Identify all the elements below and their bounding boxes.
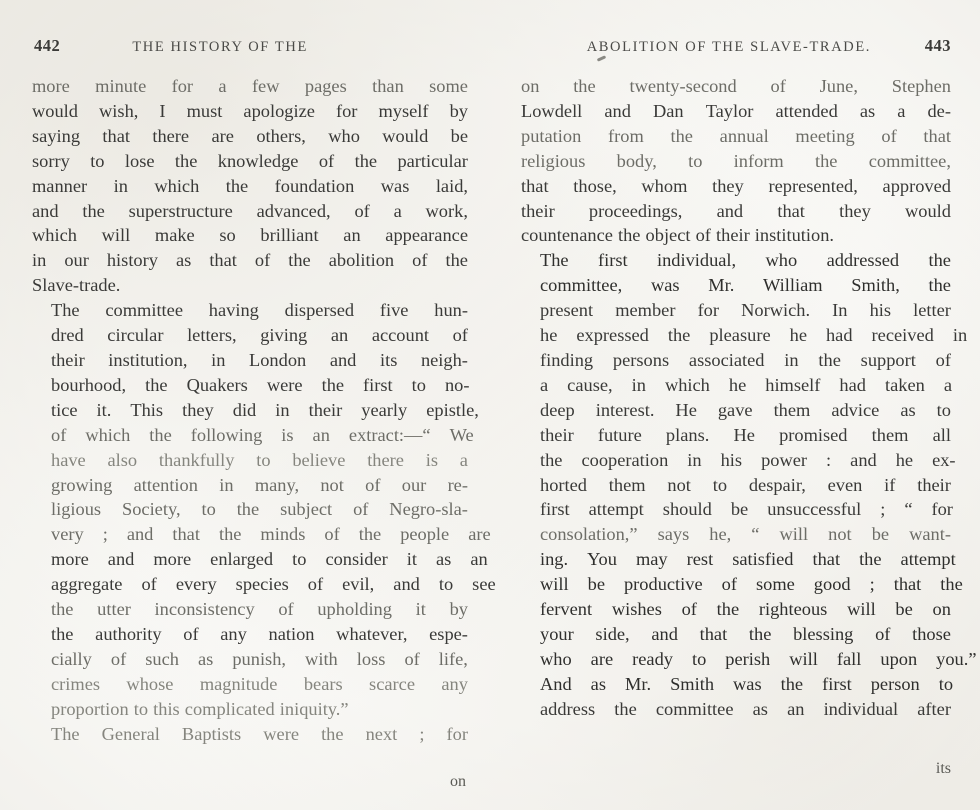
running-head-title-right: ABOLITION OF THE SLAVE-TRADE. <box>586 39 872 55</box>
text-line: on the twenty-second of June, Stephen <box>521 76 951 96</box>
text-line: more and more enlarged to consider it as an <box>51 549 488 570</box>
text-line: your side, and that the blessing of those <box>540 623 951 644</box>
text-line: The committee having dispersed five hun- <box>51 300 468 321</box>
text-line: horted them not to despair, even if their <box>540 474 951 495</box>
text-line: who are ready to perish will fall upon you.” <box>540 648 977 669</box>
text-line: religious body, to inform the committee, <box>521 150 951 171</box>
paragraph <box>32 722 468 747</box>
text-line: which will make so brilliant an appearance <box>32 225 468 246</box>
text-line: would wish, I must apologize for myself by <box>32 100 468 121</box>
text-line: proportion to this complicated iniquity.” <box>51 698 349 719</box>
text-line: that those, whom they represented, approved <box>521 175 951 196</box>
paragraph <box>32 298 496 721</box>
text-line: crimes whose magnitude bears scarce any <box>51 673 468 694</box>
text-line: tice it. This they did in their yearly epistle, <box>51 399 479 420</box>
text-line: saying that there are others, who would be <box>32 125 468 146</box>
running-head-left <box>34 36 466 56</box>
text-line: The General Baptists were the next ; for <box>51 723 468 744</box>
text-line: consolation,” says he, “ will not be want- <box>540 524 951 545</box>
text-line: present member for Norwich. In his letter <box>540 300 951 321</box>
text-line: the cooperation in his power : and he ex- <box>540 449 956 470</box>
ink-fleck-artifact <box>597 55 606 61</box>
text-line: their future plans. He promised them all <box>540 424 951 445</box>
text-column-left <box>32 74 496 746</box>
text-line: will be productive of some good ; that the <box>540 574 963 595</box>
text-line: address the committee as an individual after <box>540 698 951 719</box>
text-line: The first individual, who addressed the <box>540 250 951 271</box>
text-line: finding persons associated in the support of <box>540 349 951 370</box>
text-line: in our history as that of the abolition of the <box>32 250 468 271</box>
folio-right: 443 <box>924 36 951 55</box>
text-line: the authority of any nation whatever, espe- <box>51 623 468 644</box>
text-line: the utter inconsistency of upholding it by <box>51 599 468 620</box>
running-head-right <box>523 36 951 56</box>
paragraph <box>521 74 951 248</box>
paragraph <box>521 248 977 721</box>
text-column-right <box>521 74 977 722</box>
text-line: of which the following is an extract:—“ We <box>51 424 474 445</box>
text-line: he expressed the pleasure he had received in <box>540 325 968 346</box>
text-line: Lowdell and Dan Taylor attended as a de- <box>521 100 951 121</box>
text-line: Slave-trade. <box>32 275 121 296</box>
text-line: ing. You may rest satisfied that the attempt <box>540 549 956 570</box>
text-line: fervent wishes of the righteous will be on <box>540 599 951 620</box>
catchword-left: on <box>450 773 466 790</box>
text-line: ligious Society, to the subject of Negro-sla- <box>51 499 468 520</box>
text-line: manner in which the foundation was laid, <box>32 175 468 196</box>
text-line: their proceedings, and that they would <box>521 200 951 221</box>
text-line: dred circular letters, giving an account of <box>51 325 468 346</box>
folio-left: 442 <box>34 36 61 55</box>
text-line: cially of such as punish, with loss of life, <box>51 648 468 669</box>
text-line: a cause, in which he himself had taken a <box>540 374 952 395</box>
text-line: countenance the object of their institution. <box>521 225 835 246</box>
text-line: committee, was Mr. William Smith, the <box>540 275 951 296</box>
text-line: bourhood, the Quakers were the first to no- <box>51 374 470 395</box>
text-line: putation from the annual meeting of that <box>521 125 951 146</box>
text-line: and the superstructure advanced, of a work, <box>32 200 468 221</box>
running-head-title-left: THE HISTORY OF THE <box>132 39 308 55</box>
catchword-right: its <box>935 760 951 777</box>
text-line: And as Mr. Smith was the first person to <box>540 673 954 694</box>
text-line: growing attention in many, not of our re- <box>51 474 468 495</box>
text-line: sorry to lose the knowledge of the particular <box>32 150 468 171</box>
text-line: their institution, in London and its neigh- <box>51 349 468 370</box>
text-line: have also thankfully to believe there is a <box>51 449 468 470</box>
text-line: very ; and that the minds of the people are <box>51 524 491 545</box>
text-line: more minute for a few pages than some <box>32 76 468 96</box>
text-line: first attempt should be unsuccessful ; “ for <box>540 499 953 520</box>
text-line: deep interest. He gave them advice as to <box>540 399 951 420</box>
paragraph <box>32 74 468 298</box>
text-line: aggregate of every species of evil, and to see <box>51 574 496 595</box>
